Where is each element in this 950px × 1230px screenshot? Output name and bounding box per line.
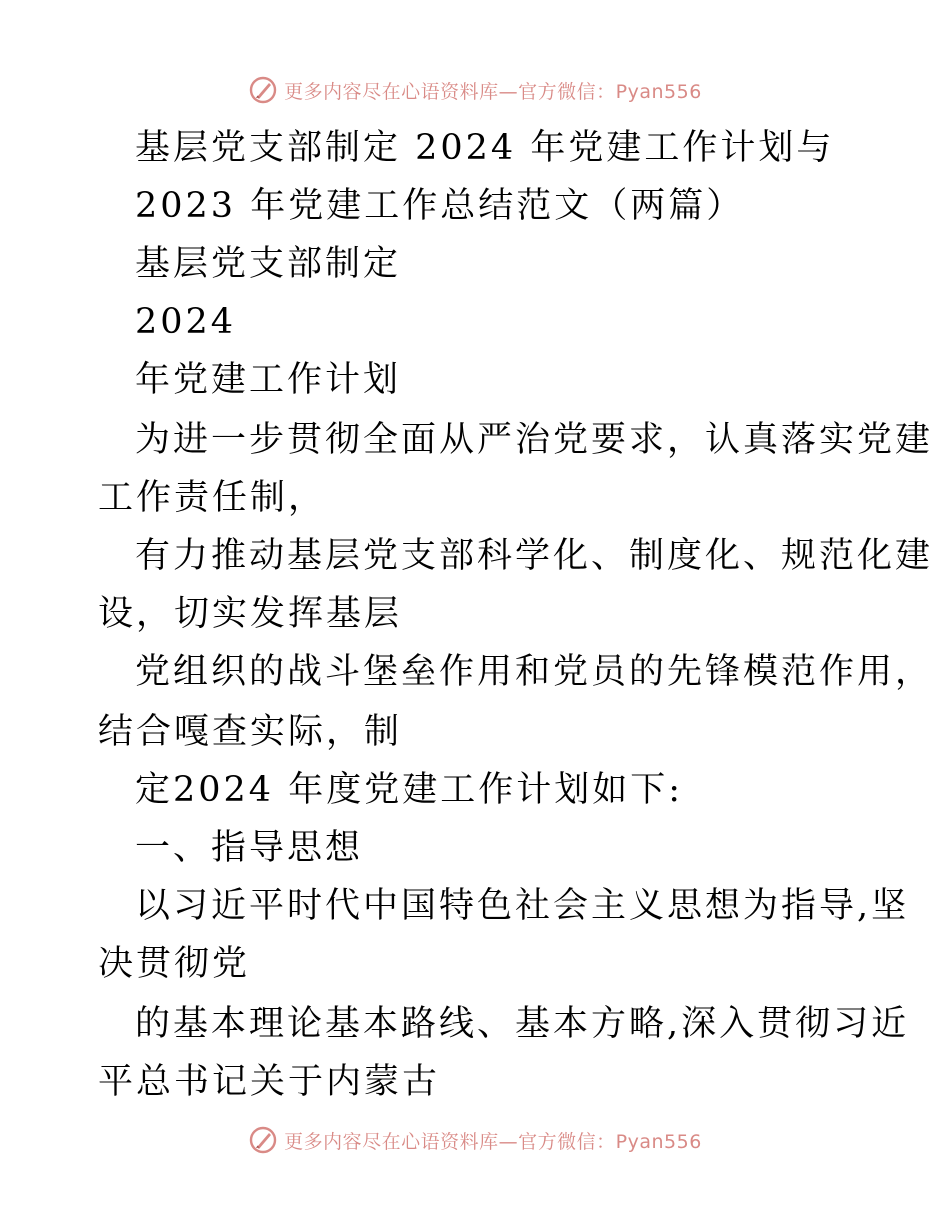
footer-watermark-text: 更多内容尽在心语资料库—官方微信：Pyan556	[284, 1130, 702, 1153]
paragraph-line: 党组织的战斗堡垒作用和党员的先锋模范作用，	[135, 652, 934, 692]
pen-logo-icon	[248, 1125, 278, 1155]
header-watermark-text: 更多内容尽在心语资料库—官方微信：Pyan556	[284, 80, 702, 103]
paragraph-line: 以习近平时代中国特色社会主义思想为指导,坚	[135, 886, 910, 926]
paragraph-line: 决贯彻党	[98, 944, 251, 984]
paragraph-line: 定2024 年度党建工作计划如下:	[135, 770, 683, 810]
section-heading: 一、指导思想	[135, 828, 364, 868]
paragraph-line: 为进一步贯彻全面从严治党要求，认真落实党建	[135, 420, 934, 460]
paragraph-line: 的基本理论基本路线、基本方略,深入贯彻习近	[135, 1004, 910, 1044]
footer-watermark-banner	[0, 1120, 950, 1160]
paragraph-line: 结合嘎查实际，制	[98, 712, 403, 752]
section-title-line-3: 年党建工作计划	[135, 360, 402, 400]
document-title-line-1: 基层党支部制定 2024 年党建工作计划与	[135, 128, 835, 168]
section-title-line-2: 2024	[135, 302, 237, 342]
paragraph-line: 工作责任制，	[98, 478, 327, 518]
paragraph-line: 平总书记关于内蒙古	[98, 1062, 441, 1102]
paragraph-line: 有力推动基层党支部科学化、制度化、规范化建	[135, 536, 934, 576]
paragraph-line: 设，切实发挥基层	[98, 594, 403, 634]
document-title-line-2: 2023 年党建工作总结范文（两篇）	[135, 186, 745, 226]
section-title-line-1: 基层党支部制定	[135, 244, 402, 284]
